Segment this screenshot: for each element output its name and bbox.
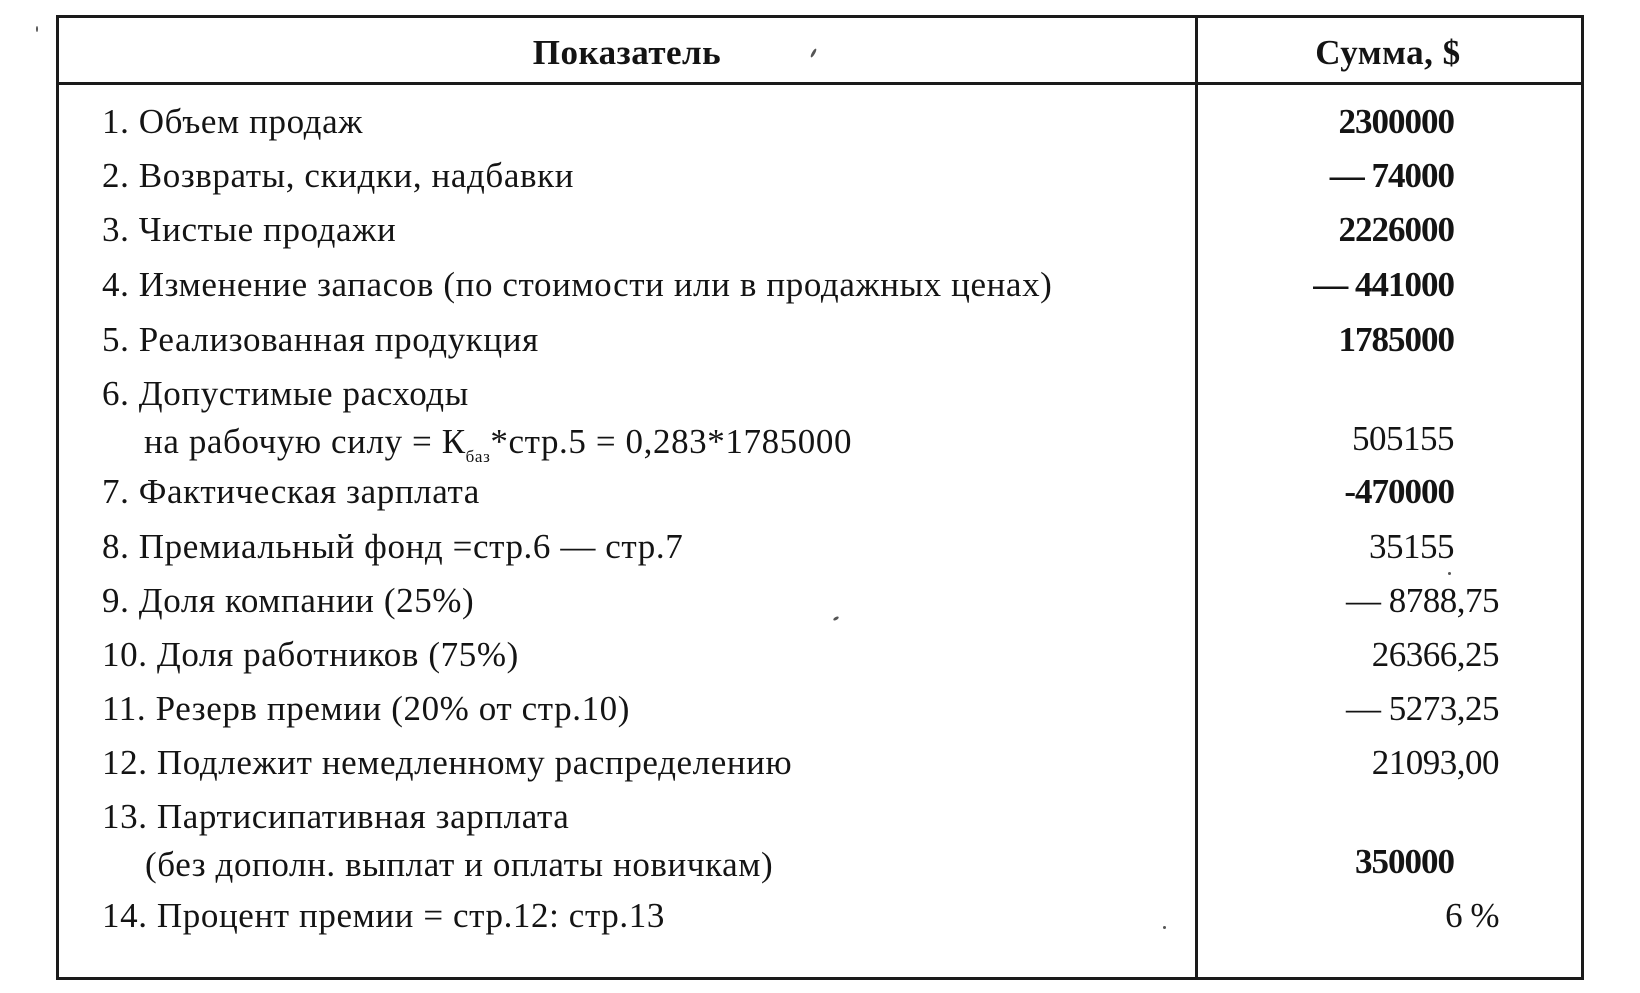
row-label: 9. Доля компании (25%) <box>102 581 475 620</box>
row-label: 10. Доля работников (75%) <box>102 635 519 674</box>
row-label <box>102 370 1182 481</box>
formula-suffix: *стр.5 = 0,283*1785000 <box>490 422 853 461</box>
row-amount: 505155 <box>1352 419 1454 458</box>
header-indicator: Показатель <box>532 33 722 72</box>
row-label: 8. Премиальный фонд =стр.6 — стр.7 <box>102 527 684 566</box>
row-amount: 35155 <box>1369 527 1454 566</box>
row-amount: — 74000 <box>1329 156 1454 195</box>
bonus-calculation-table <box>56 15 1584 980</box>
row-label: 7. Фактическая зарплата <box>102 472 480 511</box>
row-label: 14. Процент премии = стр.12: стр.13 <box>102 896 665 935</box>
row-label-main: 6. Допустимые расходы <box>102 374 469 413</box>
row-amount: — 441000 <box>1313 265 1454 304</box>
row-amount: 6 % <box>1445 896 1499 935</box>
scan-speck <box>1163 926 1166 929</box>
row-label <box>102 793 1182 889</box>
row-label: 1. Объем продаж <box>102 102 363 141</box>
row-amount: 21093,00 <box>1371 743 1499 782</box>
row-label: 4. Изменение запасов (по стоимости или в продажных ценах) <box>102 265 1053 304</box>
row-amount: 2300000 <box>1338 102 1454 141</box>
row-amount: 2226000 <box>1338 210 1454 249</box>
row-amount: 26366,25 <box>1371 635 1499 674</box>
row-amount: 1785000 <box>1338 320 1454 359</box>
row-label-main: 13. Партисипативная зарплата <box>102 797 570 836</box>
row-label-continuation: (без дополн. выплат и оплаты новичкам) <box>145 845 774 884</box>
row-label: 11. Резерв премии (20% от стр.10) <box>102 689 631 728</box>
scan-speck <box>36 26 38 32</box>
row-amount: — 8788,75 <box>1346 581 1499 620</box>
row-label: 3. Чистые продажи <box>102 210 397 249</box>
row-label: 12. Подлежит немедленному распределению <box>102 743 793 782</box>
row-label: 5. Реализованная продукция <box>102 320 539 359</box>
formula-prefix: на рабочую силу = К <box>144 422 466 461</box>
row-amount: — 5273,25 <box>1346 689 1499 728</box>
scan-speck <box>1448 572 1451 575</box>
header-divider <box>59 82 1581 85</box>
row-amount: 350000 <box>1355 842 1454 881</box>
row-amount: -470000 <box>1344 472 1454 511</box>
header-amount: Сумма, $ <box>1315 33 1461 72</box>
formula-subscript: баз <box>465 447 491 466</box>
row-label: 2. Возвраты, скидки, надбавки <box>102 156 575 195</box>
